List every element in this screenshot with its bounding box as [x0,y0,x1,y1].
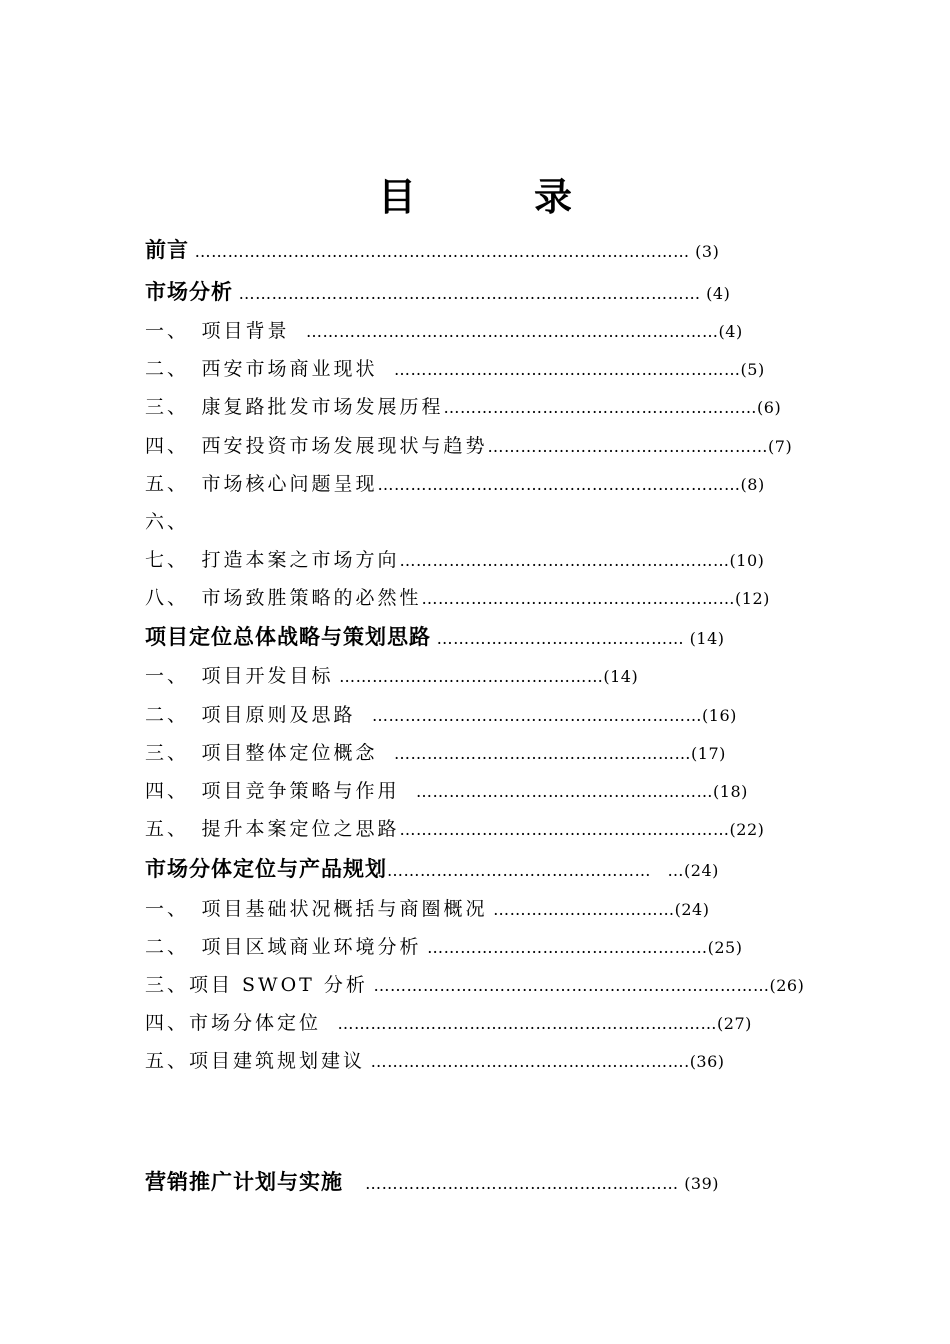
toc-entry[interactable] [145,814,764,844]
toc-entry[interactable] [145,545,764,575]
toc-entry-leader: …………………………………………………… [399,551,730,570]
toc-entry-leader: …………………………………………………………… [321,1014,718,1033]
toc-entry-text: 二、 西安市场商业现状 [145,358,378,380]
toc-entry[interactable] [145,469,765,499]
toc-entry-leader: …………………………… [487,900,675,919]
toc-entry-text: 五、项目建筑规划建议 [145,1050,366,1072]
toc-entry[interactable] [145,316,743,346]
toc-entry-page: (18) [713,782,748,801]
toc-entry-page: (4) [718,322,743,341]
toc-entry[interactable] [145,970,804,1000]
toc-entry-leader: ……………………………………………………………………………… [189,242,696,261]
toc-entry-text: 营销推广计划与实施 [145,1169,343,1194]
toc-entry-page: (14) [603,667,639,686]
toc-entry-text: 三、 康复路批发市场发展历程 [145,396,444,418]
toc-entry[interactable] [145,277,730,307]
toc-entry[interactable] [145,894,709,924]
toc-entry-page: (39) [684,1174,720,1193]
toc-entry[interactable] [145,392,781,422]
toc-entry-text: 三、 项目整体定位概念 [145,742,378,764]
toc-entry[interactable] [145,622,725,652]
toc-entry-leader: ………………………….….….……… [333,667,604,686]
toc-entry-page: (16) [702,706,737,725]
toc-entry-page: (8) [740,475,765,494]
toc-entry-text: 二、 项目区域商业环境分析 [145,936,422,958]
toc-entry-text: 六、 [145,511,190,533]
toc-entry-page: (4) [706,284,731,303]
toc-entry-leader: ……………………………………………… [399,782,714,801]
toc-entry-page: (22) [729,820,765,839]
toc-entry[interactable] [145,700,737,730]
toc-entry[interactable] [145,1167,719,1197]
toc-entry-page: (5) [740,360,765,379]
toc-entry-text: 五、 提升本案定位之思路 [145,818,400,840]
toc-entry-leader: ………………………………………………… [343,1174,685,1193]
page-title: 目 录 [377,174,612,219]
toc-entry-text: 八、 市场致胜策略的必然性 [145,587,422,609]
toc-entry-text: 一、 项目背景 [145,320,290,342]
toc-entry-leader: ………………………………………………… [443,398,758,417]
toc-entry[interactable] [145,1008,752,1038]
toc-entry-text: 一、 项目开发目标 [145,665,334,687]
toc-entry-page: (3) [695,242,720,261]
toc-entry-text: 四、 西安投资市场发展现状与趋势 [145,435,488,457]
toc-entry-text: 四、市场分体定位 [145,1012,322,1034]
toc-entry-text: 一、 项目基础状况概括与商圈概况 [145,898,488,920]
toc-entry-leader: ………………………………………… … [387,861,685,880]
toc-entry-leader: …………………………………………… [487,437,769,456]
toc-entry-text: 市场分体定位与产品规划 [145,856,387,881]
toc-entry-leader: …………………………………………………… [355,706,703,725]
toc-entry-leader: ………………………………………………………………… [289,322,719,341]
toc-entry-leader: ……………………………………………………………… [367,976,770,995]
toc-entry-leader: …………………………………………………. [365,1052,690,1071]
toc-entry[interactable] [145,235,719,265]
toc-entry-page: (26) [769,976,805,995]
toc-entry-page: (36) [689,1052,725,1071]
toc-entry-text: 前言 [145,237,189,262]
toc-entry-leader: ………………………………………………………… [377,475,741,494]
toc-entry-leader: ………………………………………………… [421,589,736,608]
toc-entry-page: (6) [757,398,782,417]
toc-entry-leader: …………………………………………………… [399,820,730,839]
toc-entry-page: (17) [691,744,726,763]
toc-entry-page: (24) [674,900,710,919]
toc-entry-leader: ……………………………………………………… [377,360,741,379]
toc-entry-text: 五、 市场核心问题呈现 [145,473,378,495]
toc-entry-page: (10) [729,551,765,570]
toc-entry-text: 项目定位总体战略与策划思路 [145,624,431,649]
toc-entry-text: 市场分析 [145,279,233,304]
toc-entry[interactable] [145,354,765,384]
toc-entry-text: 三、项目 SWOT 分析 [145,974,368,996]
toc-entry[interactable] [145,932,742,962]
toc-entry-leader: ……………………………………………… [377,744,692,763]
toc-entry-text: 七、 打造本案之市场方向 [145,549,400,571]
toc-entry-leader: ………………………………………………………………………… [233,284,707,303]
toc-entry[interactable] [145,776,748,806]
toc-entry-leader: …………………………………………… [421,938,708,957]
toc-entry[interactable] [145,738,726,768]
toc-entry-page: (12) [735,589,770,608]
toc-entry-page: (7) [768,437,793,456]
toc-entry[interactable] [145,854,719,884]
toc-entry-page: (14) [689,629,725,648]
toc-entry[interactable] [145,1046,725,1076]
toc-entry-text: 四、 项目竞争策略与作用 [145,780,400,802]
toc-entry[interactable] [145,431,792,461]
toc-entry-text: 二、 项目原则及思路 [145,704,356,726]
toc-entry[interactable] [145,507,189,537]
toc-entry-leader: ……………………………………… [431,629,690,648]
toc-entry-page: (24) [684,861,719,880]
toc-entry-page: (27) [717,1014,752,1033]
toc-entry[interactable] [145,583,770,613]
toc-entry[interactable] [145,661,638,691]
toc-entry-page: (25) [707,938,743,957]
